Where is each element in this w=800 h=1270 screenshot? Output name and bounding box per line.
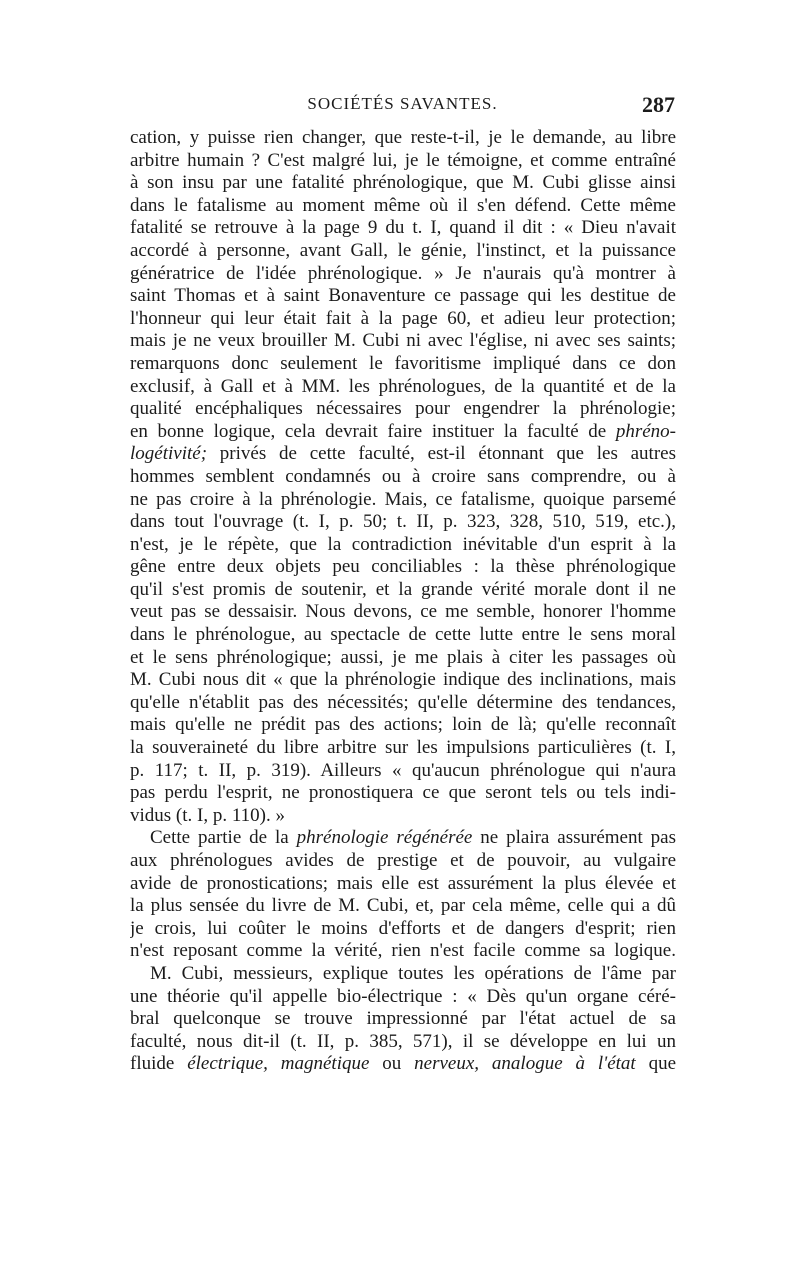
italic-term: phréno- [615, 420, 676, 442]
text-line: M. Cubi nous dit « que la phrénologie indique des inclinations, mais [130, 669, 676, 691]
text-line: exclusif, à Gall et à MM. les phrénologues, de la quantité et de la [130, 375, 676, 397]
text-line: à son insu par une fatalité phrénologique, que M. Cubi glisse ainsi [130, 172, 676, 194]
text-line: logétivité; privés de cette faculté, est-il étonnant que les autres [130, 443, 676, 465]
text-line: fatalité se retrouve à la page 9 du t. I, quand il dit : « Dieu n'avait [130, 217, 676, 239]
paragraph-start-line: M. Cubi, messieurs, explique toutes les opérations de l'âme par [150, 962, 676, 984]
italic-term: électrique, magnétique [187, 1053, 370, 1075]
text-line: faculté, nous dit-il (t. II, p. 385, 571), il se développe en lui un [130, 1030, 676, 1052]
text-line: p. 117; t. II, p. 319). Ailleurs « qu'aucun phrénologue qui n'aura [130, 759, 676, 781]
text-line: fluide électrique, magnétique ou nerveux, analogue à l'état que [130, 1053, 676, 1075]
page-header [130, 92, 675, 122]
text-line: arbitre humain ? C'est malgré lui, je le témoigne, et comme entraîné [130, 149, 676, 171]
text-line: avide de pronostications; mais elle est assurément la plus élevée et [130, 872, 676, 894]
text-line: l'honneur qui leur était fait à la page 60, et adieu leur protection; [130, 307, 676, 329]
text-line: saint Thomas et à saint Bonaventure ce passage qui les destitue de [130, 285, 676, 307]
paragraph-end-line: n'est reposant comme la vérité, rien n'est facile comme sa logique. [130, 940, 676, 962]
text-line: remarquons donc seulement le favoritisme impliqué dans ce don [130, 352, 676, 374]
text-line: la souveraineté du libre arbitre sur les impulsions particulières (t. I, [130, 737, 676, 759]
text-line: mais qu'elle ne prédit pas des actions; loin de là; qu'elle reconnaît [130, 714, 676, 736]
running-title: SOCIÉTÉS SAVANTES. [307, 94, 498, 113]
text-line: pas perdu l'esprit, ne pronostiquera ce que seront tels ou tels indi- [130, 782, 676, 804]
italic-term: phrénologie régénérée [296, 827, 473, 849]
text-line: ne pas croire à la phrénologie. Mais, ce fatalisme, quoique parsemé [130, 488, 676, 510]
text-line: gêne entre deux objets peu conciliables : la thèse phrénologique [130, 556, 676, 578]
text-line: et le sens phrénologique; aussi, je me plais à citer les passages où [130, 646, 676, 668]
text-line: bral quelconque se trouve impressionné par l'état actuel de sa [130, 1008, 676, 1030]
text-line: cation, y puisse rien changer, que reste-t-il, je le demande, au libre [130, 127, 676, 148]
paragraph-start-line: Cette partie de la phrénologie régénérée ne plaira assurément pas [150, 827, 676, 849]
text-line: hommes semblent condamnés ou à croire sans comprendre, ou à [130, 465, 676, 487]
text-line: qu'elle n'établit pas des nécessités; qu'elle détermine des tendances, [130, 691, 676, 713]
text-line: qualité encéphaliques nécessaires pour engendrer la phrénologie; [130, 398, 676, 420]
text-line: en bonne logique, cela devrait faire instituer la faculté de phréno- [130, 420, 676, 442]
italic-term: logétivité; [130, 443, 208, 465]
text-line: dans le fatalisme au moment même où il s'en défend. Cette même [130, 194, 676, 216]
text-line: veut pas se dessaisir. Nous devons, ce me semble, honorer l'homme [130, 601, 676, 623]
text-line: une théorie qu'il appelle bio-électrique : « Dès qu'un organe céré- [130, 985, 676, 1007]
italic-term: nerveux, analogue à l'état [414, 1053, 636, 1075]
text-line: mais je ne veux brouiller M. Cubi ni avec l'église, ni avec ses saints; [130, 330, 676, 352]
page-body [130, 127, 676, 1076]
text-line: qu'il s'est promis de soutenir, et la grande vérité morale dont il ne [130, 578, 676, 600]
text-line: dans tout l'ouvrage (t. I, p. 50; t. II, p. 323, 328, 510, 519, etc.), [130, 511, 676, 533]
text-line: je crois, lui coûter le moins d'efforts et de dangers d'esprit; rien [130, 917, 676, 939]
paragraph-end-line: vidus (t. I, p. 110). » [130, 804, 285, 826]
text-line: génératrice de l'idée phrénologique. » Je n'aurais qu'à montrer à [130, 262, 676, 284]
text-line: la plus sensée du livre de M. Cubi, et, par cela même, celle qui a dû [130, 895, 676, 917]
text-line: n'est, je le répète, que la contradiction inévitable d'un esprit à la [130, 533, 676, 555]
text-line: accordé à personne, avant Gall, le génie, l'instinct, et la puissance [130, 239, 676, 261]
text-line: aux phrénologues avides de prestige et de pouvoir, au vulgaire [130, 850, 676, 871]
page-number: 287 [642, 92, 675, 117]
text-line: dans le phrénologue, au spectacle de cette lutte entre le sens moral [130, 624, 676, 646]
